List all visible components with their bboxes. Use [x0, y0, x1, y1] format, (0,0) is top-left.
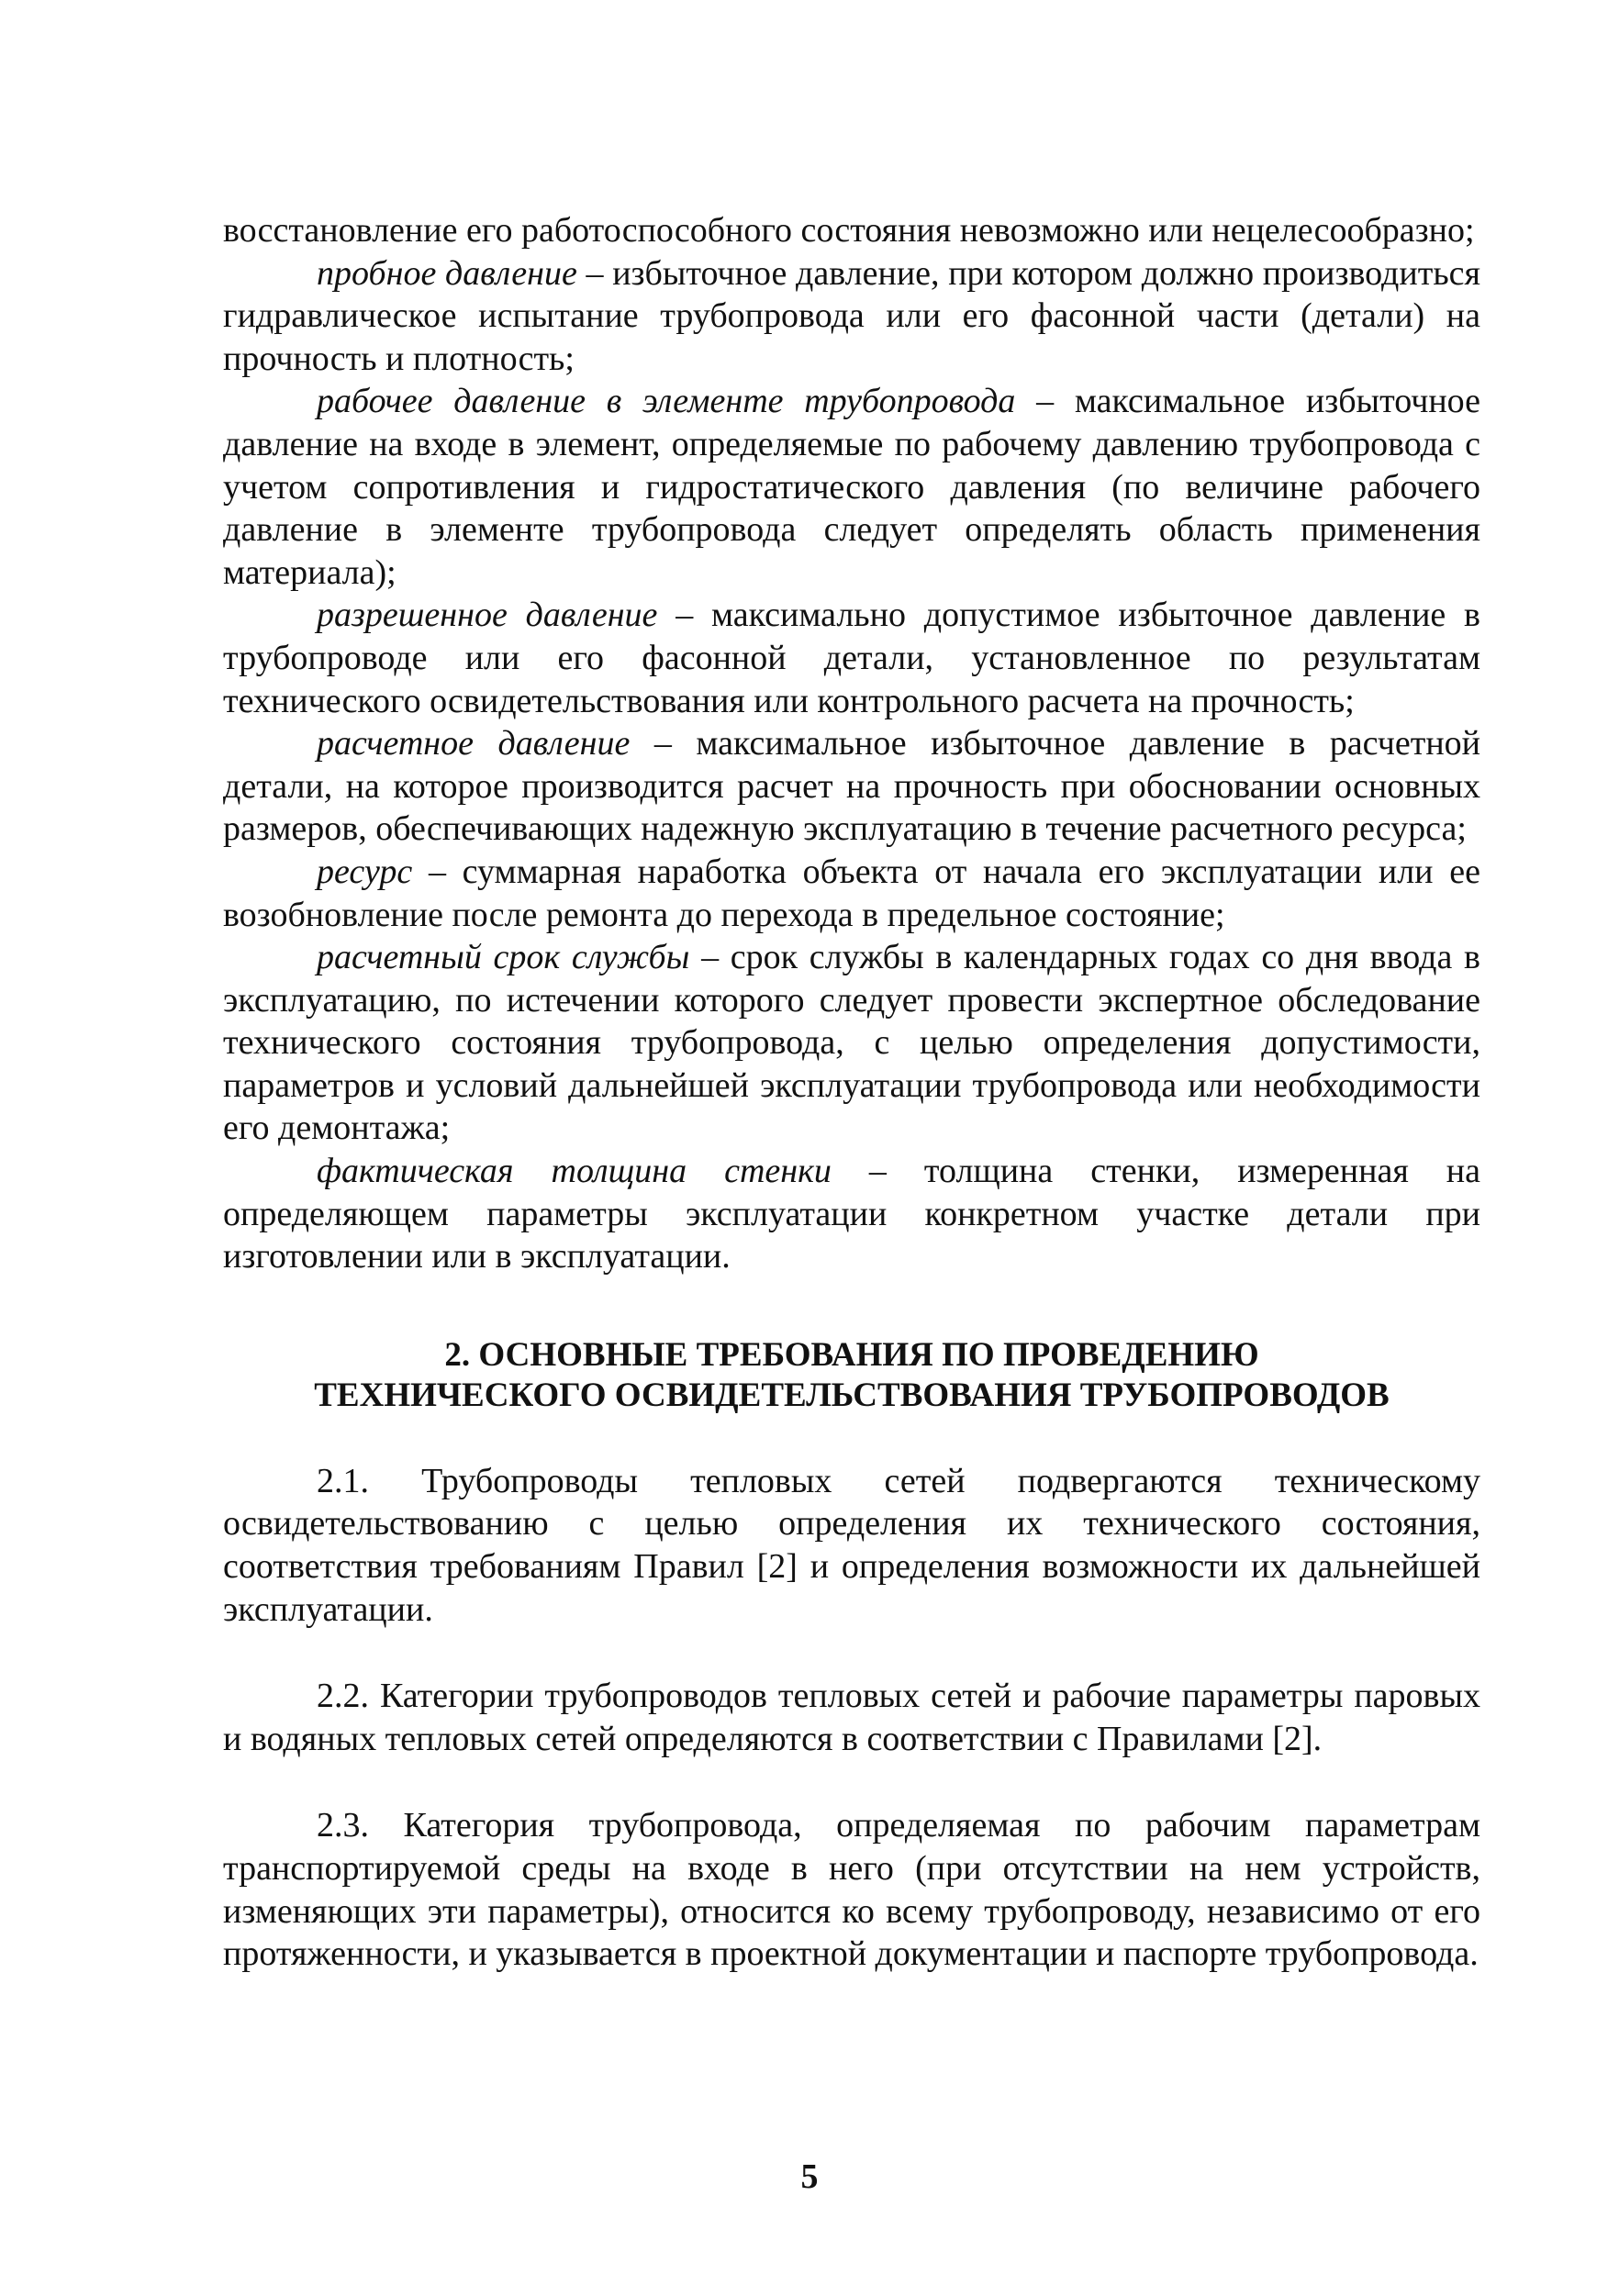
definition-paragraph — [223, 851, 1480, 936]
page-number: 5 — [800, 2157, 819, 2196]
definition-text: – суммарная наработка объекта от начала его эксплуатации или ее возобновление после ремонта до перехода в предельное состояние; — [223, 852, 1480, 934]
definition-text: – максимальное избыточное давление в расчетной детали, на которое производится расчет на прочность при обосновании основных размеров, обеспечивающих надежную эксплуатацию в течение расчетного ресурса; — [223, 724, 1480, 849]
document-body — [223, 209, 1480, 2020]
section-heading — [223, 1335, 1480, 1416]
definition-paragraph — [223, 1150, 1480, 1278]
definition-paragraph — [223, 936, 1480, 1150]
definition-term: расчетный срок службы — [317, 938, 690, 977]
definition-term: ресурс — [317, 852, 413, 891]
definition-paragraph — [223, 380, 1480, 594]
section-heading-line: ТЕХНИЧЕСКОГО ОСВИДЕТЕЛЬСТВОВАНИЯ ТРУБОПРОВОДОВ — [314, 1376, 1390, 1414]
definition-paragraph — [223, 252, 1480, 381]
definition-text: – срок службы в календарных годах со дня ввода в эксплуатацию, по истечении которого следует провести экспертное обследование технического состояния трубопровода, с целью определения допустимости, параметров и условий дальнейшей эксплуатации трубопровода или необходимости его демонтажа; — [223, 938, 1480, 1148]
definition-text: восстановление его работоспособного состояния невозможно или нецелесообразно; — [223, 211, 1475, 250]
definition-paragraph — [223, 209, 1480, 252]
definition-text: – избыточное давление, при котором должно производиться гидравлическое испытание трубопровода или его фасонной части (детали) на прочность и плотность; — [223, 253, 1480, 378]
numbered-paragraph: 2.3. Категория трубопровода, определяемая по рабочим параметрам транспортируемой среды на входе в него (при отсутствии на нем устройств, изменяющих эти параметры), относится ко всему трубопроводу, независимо от его протяженности, и указывается в проектной документации и паспорте трубопровода. — [223, 1806, 1480, 1974]
section-heading-line: 2. ОСНОВНЫЕ ТРЕБОВАНИЯ ПО ПРОВЕДЕНИЮ — [444, 1335, 1259, 1374]
definition-term: пробное давление — [317, 253, 577, 293]
definition-text: – толщина стенки, измеренная на определяющем параметры эксплуатации конкретном участке детали при изготовлении или в эксплуатации. — [223, 1152, 1480, 1276]
definition-term: рабочее давление в элементе трубопровода — [317, 382, 1016, 421]
definition-paragraph — [223, 722, 1480, 851]
definition-term: расчетное давление — [317, 724, 631, 763]
definition-text: – максимальное избыточное давление на входе в элемент, определяемые по рабочему давлению трубопровода с учетом сопротивления и гидростатического давления (по величине рабочего давление в элементе трубопровода следует определять область применения материала); — [223, 382, 1480, 592]
definition-term: разрешенное давление — [317, 596, 658, 635]
definition-term: фактическая толщина стенки — [317, 1152, 832, 1191]
definition-text: – максимально допустимое избыточное давление в трубопроводе или его фасонной детали, установленное по результатам технического освидетельствования или контрольного расчета на прочность; — [223, 596, 1481, 720]
definition-paragraph — [223, 594, 1480, 722]
numbered-paragraph: 2.2. Категории трубопроводов тепловых сетей и рабочие параметры паровых и водяных тепловых сетей определяются в соответствии с Правилами [2]. — [223, 1677, 1480, 1758]
numbered-paragraph: 2.1. Трубопроводы тепловых сетей подвергаются техническому освидетельствованию с целью определения их технического состояния, соответствия требованиям Правил [2] и определения возможности их дальнейшей эксплуатации. — [223, 1461, 1480, 1629]
